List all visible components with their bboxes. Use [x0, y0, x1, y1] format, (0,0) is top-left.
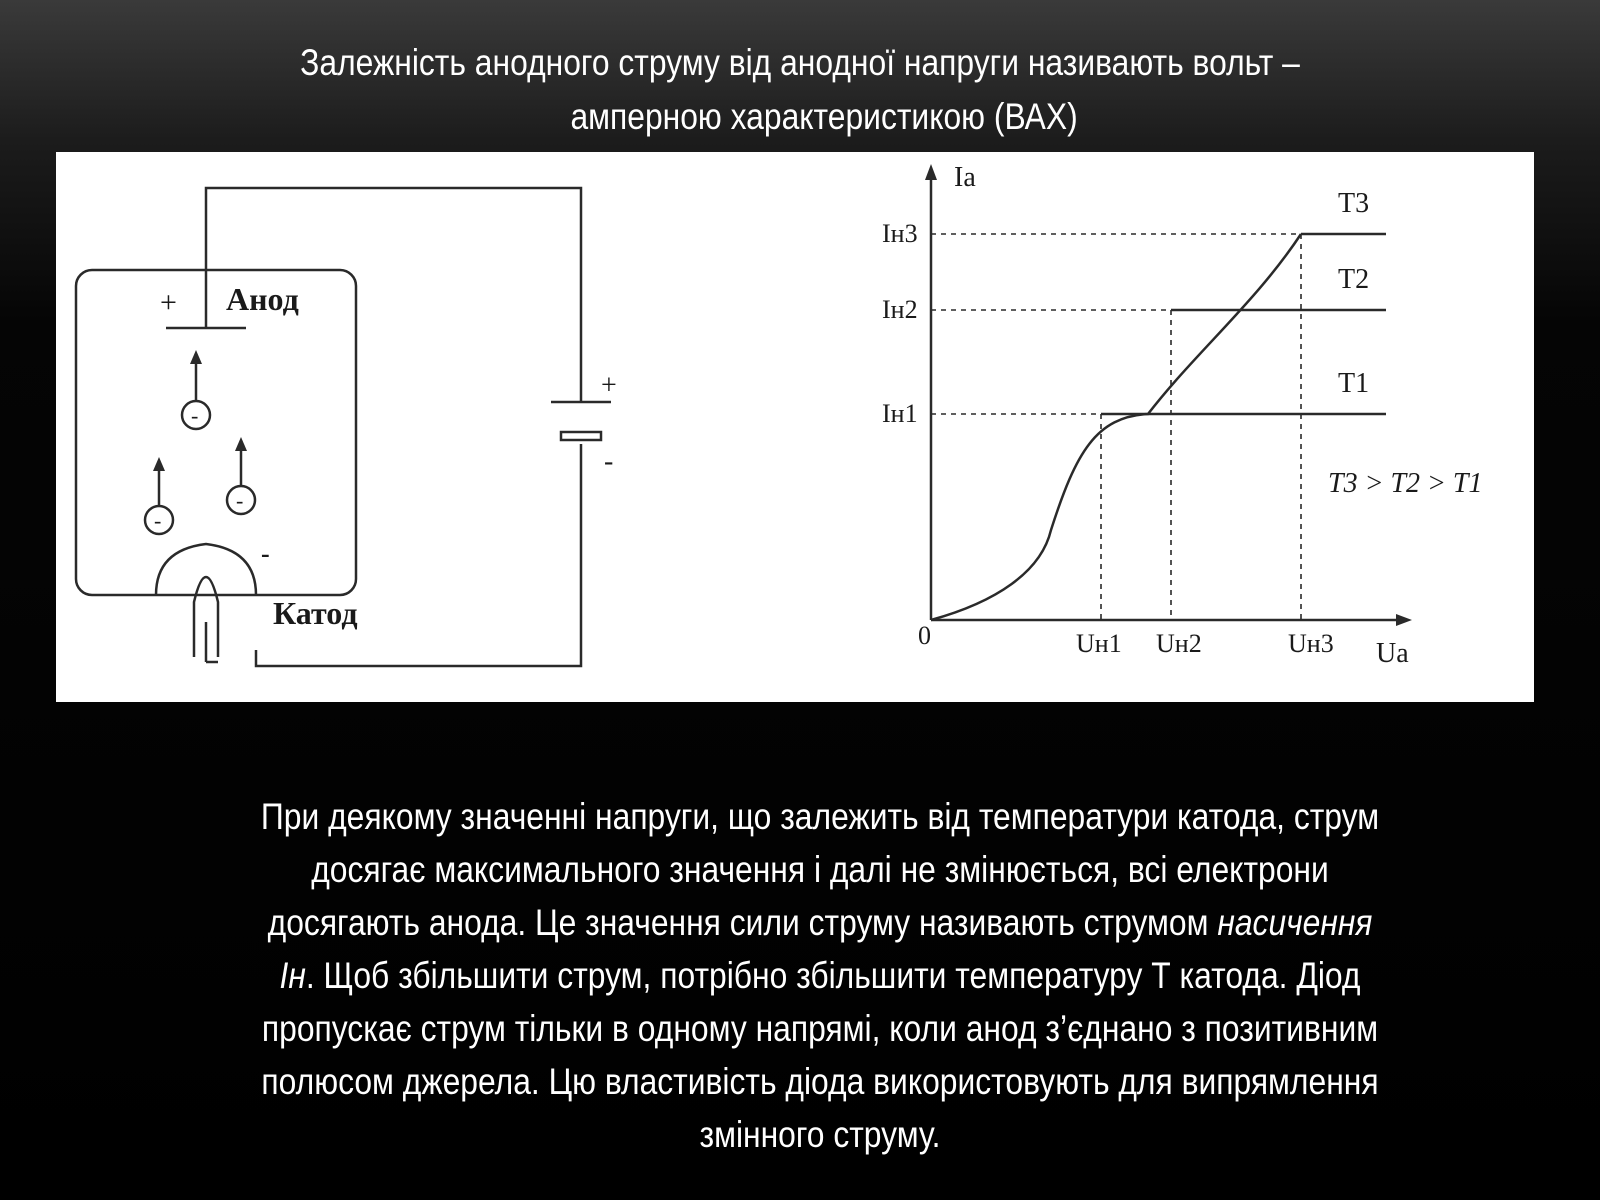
explanation-paragraph	[248, 790, 1392, 1161]
arrowhead-2	[153, 457, 165, 471]
origin-label: 0	[918, 621, 931, 650]
arrowhead-3	[235, 437, 247, 451]
y-tick-in3: Iн3	[882, 219, 918, 248]
wire-bottom	[256, 444, 581, 666]
cathode-minus-sign: -	[261, 539, 270, 568]
battery-plus-label: +	[601, 370, 617, 401]
battery-plate-negative	[561, 432, 601, 440]
cathode-label: Катод	[273, 595, 358, 631]
x-tick-un2: Uн2	[1156, 629, 1202, 658]
x-tick-un1: Uн1	[1076, 629, 1122, 658]
saturation-symbol: Iн	[279, 955, 306, 996]
slide-title	[241, 36, 1359, 144]
vax-chart	[882, 162, 1483, 669]
anode-plus-sign: +	[160, 286, 177, 319]
x-tick-un3: Uн3	[1288, 629, 1334, 658]
electron-2-sign: -	[154, 508, 162, 533]
explanation-text-2: . Щоб збільшити струм, потрібно збільшити температуру Т катода. Діод пропускає струм тільки в одному напрямі, коли анод з’єднано з позитивним полюсом джерела. Цю властивість діода використовують для випрямлення змінного струму.	[261, 955, 1379, 1155]
temperature-relation: T3 > T2 > T1	[1328, 468, 1483, 499]
electron-arrowheads	[153, 350, 247, 471]
y-axis-label: Iа	[954, 162, 976, 193]
anode-label: Анод	[226, 281, 299, 317]
y-tick-in2: Iн2	[882, 295, 918, 324]
y-tick-in1: Iн1	[882, 399, 918, 428]
series-label-t1: T1	[1338, 368, 1370, 399]
saturation-term: насичення	[1217, 902, 1373, 943]
x-axis-arrow	[1396, 614, 1412, 626]
arrowhead-1	[190, 350, 202, 364]
cathode-dome	[156, 544, 256, 595]
title-line-1: Залежність анодного струму від анодної напруги називають вольт –	[300, 42, 1300, 83]
figure-svg	[56, 152, 1534, 702]
series-label-t2: T2	[1338, 264, 1370, 295]
battery-minus-label: -	[604, 446, 614, 477]
diode-figure	[56, 152, 1534, 702]
vax-curve	[931, 234, 1301, 620]
electron-1-sign: -	[191, 403, 199, 428]
electron-3-sign: -	[236, 488, 244, 513]
title-line-2: амперною характеристикою (ВАХ)	[570, 96, 1078, 137]
x-axis-label: Uа	[1376, 638, 1409, 669]
explanation-text-1: При деякому значенні напруги, що залежить від температури катода, струм досягає максимального значення і далі не змінюється, всі електрони досягають анода. Це значення сили струму називають струмом	[260, 796, 1380, 943]
y-axis-arrow	[925, 164, 937, 180]
series-label-t3: T3	[1338, 188, 1370, 219]
